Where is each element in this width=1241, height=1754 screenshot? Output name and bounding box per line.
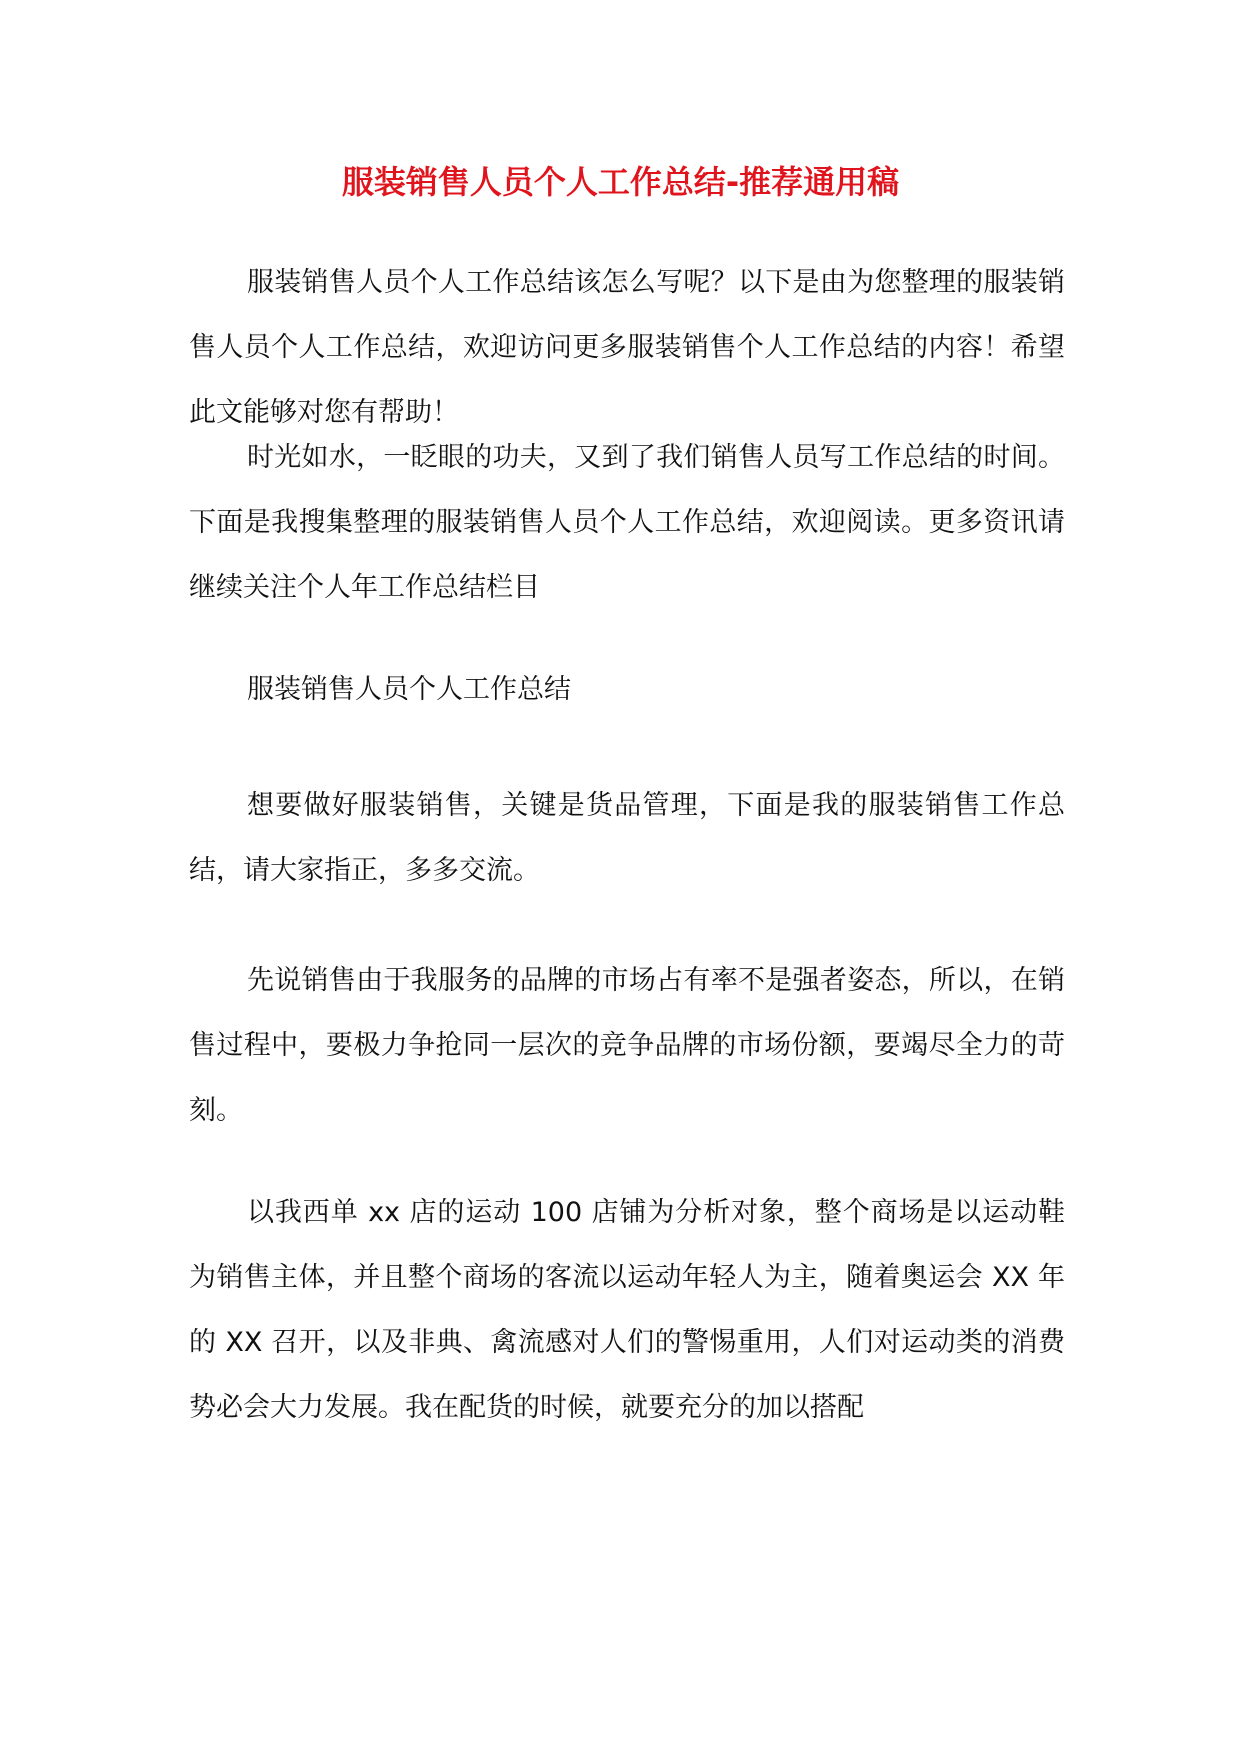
section-heading: 服装销售人员个人工作总结 xyxy=(247,674,571,705)
paragraph-intro: 服装销售人员个人工作总结该怎么写呢？以下是由为您整理的服装销售人员个人工作总结，欢迎访问更多服装销售个人工作总结的内容！希望此文能够对您有帮助！ xyxy=(189,267,1065,428)
paragraph-goods-management: 想要做好服装销售，关键是货品管理，下面是我的服装销售工作总结，请大家指正，多多交流。 xyxy=(189,790,1065,886)
paragraph-time: 时光如水，一眨眼的功夫，又到了我们销售人员写工作总结的时间。下面是我搜集整理的服装销售人员个人工作总结，欢迎阅读。更多资讯请继续关注个人年工作总结栏目 xyxy=(189,442,1065,603)
document-title: 服装销售人员个人工作总结-推荐通用稿 xyxy=(341,163,900,201)
paragraph-sales: 先说销售由于我服务的品牌的市场占有率不是强者姿态，所以，在销售过程中，要极力争抢同一层次的竞争品牌的市场份额，要竭尽全力的苛刻。 xyxy=(189,965,1065,1126)
paragraph-store-analysis: 以我西单 xx 店的运动 100 店铺为分析对象，整个商场是以运动鞋为销售主体，并且整个商场的客流以运动年轻人为主，随着奥运会 XX 年的 XX 召开，以及非典、禽流感对人们的警惕重用，人们对运动类的消费势必会大力发展。我在配货的时候，就要充分的加以搭配 xyxy=(189,1197,1065,1423)
